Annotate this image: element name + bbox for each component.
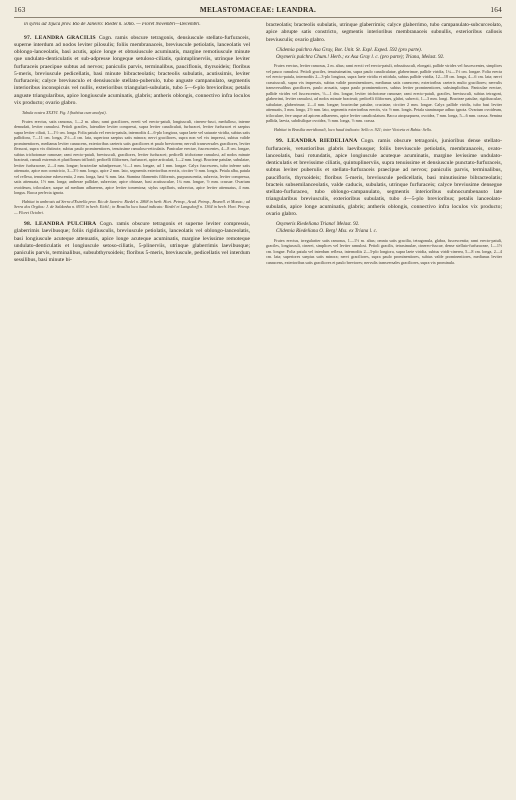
species-98-diagnosis bbox=[14, 221, 250, 265]
species-97-name: 97. LEANDRA GRACILIS bbox=[24, 34, 96, 41]
running-title: MELASTOMACEAE: LEANDRA. bbox=[199, 6, 317, 14]
species-98-name: 98. LEANDRA PULCHRA bbox=[24, 221, 97, 228]
species-97-description: Frutex erectus, satis ramosus, 1—2 m. altus; rami graciliores, ereeti vel erecto-patuli, longiusculi, cinereo-fusci, medulloso, interne demudati, leviter ramulosi. Petioli graciles, lateraliter leviter compressi, supra leviter canaliculati, furfuracei, leviter furfuracei et saepius supra leviter ciliati, 1—1½ cm. longa. Folia patula vel erecto-patula, internodiis 4—6-plo longiora, supra laete vel saturate viridia, subtus satis pallidiora, 7—11 cm. longa, 2½—4 cm. lata, superiora saepius satis minora; nervi graciliores, supra non vel vix impressi, subtus valide prominentiores, medianus leviter canascens, exterioribus caeteris satis graciliores et paulo breviorem; nervuli transversales graciliores, leviter flexuosi, supra vix distincte, subtus paulo prominentiores, tenuissime ramuloso-reticulatis. Paniculae erectae, fuscescentes, 4—8 cm. longae, subtus trichotomae ramosae; rami erecto-patuli, breviusculi, graciliores, leviter furfuracei; pedicelli trichotome ramulosi, ad nodos minute bracteati, ramuli extremis et pluriflorum triflorid; pedicelli filiformes, furfuracei, apice articulati, 1—2 mm. longi. Bracteae patulae, subulatae, leviter furfuraceae, 2—4 mm. longae; bracteolae subadpressae, ½—1 mm. longae, ad 1 mm. longae. Calyx fuscescens, tubo inferne satis attenuato, apice non constricto, 3—3½ mm. longo, apice 2 mm. lato, segmentis exterioribus erectis, circiter ½ mm. longis. Petala alba, patula vel reflexa, tenuissime rubescentia, 2 mm. longa, basi ¾ mm. lata. Stamina filamentis filiformis, purpurascentia, subrecta, leviter compressa, satis attenuata, 1½ mm. longa; antherae pallidae, subrectae, apice obtusae, basi acutiusculae, 1¼ mm. longae, ½ mm. crassae. Ovarium ovoideum, triloculare, uaque ad medium adhaerens, apice leviter tomentosa; stylus capillaris, subrectus, apice leviter attenuatus, 4 mm. longus. Bacca perfecta ignota. bbox=[14, 118, 250, 196]
page-number-right: 164 bbox=[490, 6, 502, 14]
species-98-habitat: Habitat in Brasilia meridionali, loco haud indicato: Sello n. 921; inter Victoria et Bahia: Sello. bbox=[274, 126, 433, 132]
page-number-left: 163 bbox=[14, 6, 26, 14]
species-97-habitat: Habitat in umbrosis ad Serra d'Estrella prov. Rio de Janeiro: Riedel n. 2868 in herb. Hort. Petrop., Acad. Petrop., Brunell. et Monac.; ad Serra dos Orgâos: J. de Saldanha n. 6933 in herb. Eichl.; in Brasilia loco haud indicato: Riedel et Langsdorff n. 1364 in herb. Hort. Petrop. — Floret Octobri. bbox=[14, 198, 250, 215]
species-99-synonym-1: Oxymeris Riedeliana Triana! Melast. 92. bbox=[276, 221, 360, 228]
column-gutter bbox=[257, 22, 258, 782]
species-99-name: 99. LEANDRA RIEDELIANA bbox=[276, 138, 358, 145]
species-98-diagnosis-continued: bracteolatis; bracteolis subulatis, utrinque glaberrimis; calyce glaberrimo, tubo campanulato-subcurceolato, apice abrupte satis constricto, segmentis interioribus membranaceis subnullis, exterioribus callosis breviusculis; ovario glabro. bbox=[266, 22, 502, 43]
species-99-diagnosis bbox=[266, 138, 502, 218]
header-rule bbox=[14, 17, 502, 18]
left-column bbox=[14, 22, 250, 790]
plate-reference: Tabula nostra XXXVI. Fig. I (habitus cum analysi). bbox=[22, 110, 107, 116]
species-97-author: Cogn. bbox=[98, 34, 113, 41]
right-column bbox=[266, 22, 502, 790]
previous-species-citation: in sylvis ad Tijuca prov. Rio de Janeiro: Riedel n. 5066. — Floret Novembri—Decembri. bbox=[24, 22, 201, 27]
species-98-author: Cogn. bbox=[99, 221, 114, 228]
species-99-description: Frutex erectus, irregulariter satis ramosus, 1—1½ m. altus; omnia satis gracilia, tetragonula, glabra, fuscescentia; rami erecto-patuli, graciles, longiusculi, cinerei, simplices vel leviter ramulosi. Petioli gracilis, tetrasimulae, cinereo-fuscae, dense stellato-furfuraceae, 1—1½ cm. longae. Folia patula vel interdum reflexa, internodiis 2—3-plo longiora, supra laete viridia, subtus viridi-cinerea, 5—8 cm. longa, 2—4 cm. lata; superiores saepius satis minora; nervi graciliores, supra paulo prominentiores, subtus valde prominentiores, medianus leviter canascens, exterioribus satis graciliores et paulo breviores; nervulis transversales graciliores, supra vix prominula. bbox=[266, 237, 502, 265]
species-98-synonym-1: Clidemia pulchra Asa Gray, Bot. Unit. St. Expl. Exped. 592 (pro parte). bbox=[276, 46, 423, 53]
species-98-description: Frutex erectus, leviter ramosus, 2 m. altus; rami erecti vel erecto-patuli, robustiusculi, elongati, pallide virides vel fuscescentes, simplices vel pauco ramulosi. Petioli graciles, tenuissimatim, supra paulo canaliculatae, glaberrimae, pallide viridia, 1¼—1½ cm. longae. Folia erecta vel erecto-patula, internodiis 2—3-plo longiora, supra laete viridia et nitidula, subtus pallide viridia, 12—18 cm. longa, 4—6 cm. lata; nervi crassiusculi, supra vix impressis, subtus valide prominentiores, medianus satis canescens; exterioribus caeteris multo graciliores; nervulis transversalibus graciliores, paulo arcuatis, supra paulo prominentiores, subtus leviter prominentiores, subsimplicibus. Paniculae erectae, pallide virides vel fuscescentes, ⅓—1 dm. longae, leviter trichotome ramosae; rami erecto-patuli, graciles, breviusculi, subtus tetragoni, glaberrimi, leviter ramulosi, ad nodos minute bracteati; pedicelli filiformes, glabri, subrecti, 1—3 mm. longi. Bracteae patulae, rigidiusculae, subulatae, glaberrimae, 2—4 mm. longae; bracteolae patulae, cruciatae, circiter 2 mm. longae. Calyx pallide viridis, tubo basi leviter attenuatis, 3 mm. longo, 2½ mm. lato, segmentis exterioribus erectis, vix ½ mm. longis. Petala staminaque adhuc ignota. Ovarium ovoideum, triloculare, fere usque ad apicem adhaerens, apice leviter canaliculatum. Bacca atropurpurea, ovoidea, 7 mm. longa, 5—6 mm. crassa. Semina pallida, laevia, subdisilique ovoidea, ⅓ mm. longa, ⅓ mm. crassa. bbox=[266, 63, 502, 124]
species-99-synonym-2: Clidemia Riedeliana O. Berg! Mss. ex Triana l. c. bbox=[276, 227, 378, 234]
species-99-author: Cogn. bbox=[360, 138, 375, 145]
species-98-synonym-2: Oxymeris pulchra Chum.! Herb.; ex Asa Gray l. c. (pro parte); Triana, Melast. 92. bbox=[276, 53, 445, 60]
species-97-diagnosis-text: ramis obscure tetragonis, densiuscule stellato-furfuraceis, superne interdum ad nodos leviter pilosulis; foliis membranaceis, breviuscule petiolatis, lanceolatis vel oblongo-lanceolatis, basi acutis, apice longe et obtusiuscule acuminatis, margine remotiuscule minute que undulato-denticulatis et sub-adpresse longeque setuloso-ciliatis, quintuplinerviis, utrinque leviter furfuraceis praecipue subtus ad nervos; paniculis parvis, terminalibus, pauciflonis, thyrsoideis; floribus 5-meris, breviuscule pedicellatis, basi minute bibracteolatis; bracteolis subulatis, acutissimis, leviter furfuraceis; calyce breviusculo et densiuscule stellato-puberulo, tubo anguste campanulato, segmentis interioribus inconspicuis vel nullis, exterioribus triangulari-subulatis, tubo 5—6-plo brevioribus; petalis anguste triangularibus, apice longiuscule acuminatis, glabris; antheris oblongis, connectivo infra loculos vix producto; ovario glabro. bbox=[14, 34, 250, 106]
species-99-diagnosis-text: ramis obscure tetragonis, junioribus dense stellato-furfuraceis, vetustioribus glabris laevibusque; foliis breviuscule petiolatis, membranaceis, ovato-lanceolatis, basi rotundatis, apice longiuscule acuteque acuminatis, margine levissime undulato-denticulatis et brevissime ciliatis, quintuplinerviis, supra tenuissime et densiuscule punctato-furfuraceis, subtus leviter puberulis et stellato-furfuraceis praecipue ad nervos; paniculis parvis, terminalibus, paucifloris, thyrsoideis; floribus 5-meris, breviuscule pedicellatis, basi minutissime bibracteolatis; bracteis subsemilanceolatis, valde caducis, subulatis, utrinque furfuraceis; calyce breviusime densegue stellato-furfuraceo, tubo oblongo-campanulato, segmentis interioribus subnocumbenauto late triangularibus breviusculis, exterioribus subulatis, tubo 4—5-plo brevioribus; petalis lanceolato-subulatis, apice longe acuminatis, glabris; antheris oblongis, connectivo infra loculos vix producto; ovario glabro. bbox=[266, 138, 502, 217]
species-97-diagnosis bbox=[14, 35, 250, 108]
species-98-diagnosis-text: ramis obscure tetragonis et superne leviter compressis, glaberrimis laevibusque; foliis rigidiusculis, breviuscule petiolatis, lanceolatis vel oblongo-lanceolatis, basi longiuscule acuteque attenuatis, apice longe acuteque acuminatis, margine levissime remoteque undulato-denticulatis et longiuscule setoso-ciliatis, 5-plinerviis, utrinque glaberrimis laevibusque; paniculis parvis, terminalibus, subsubthyrsoideis; floribus 5-meris, breviuscule, pedicellatis vel interdum sessilibus, basi minute bi- bbox=[14, 221, 250, 264]
